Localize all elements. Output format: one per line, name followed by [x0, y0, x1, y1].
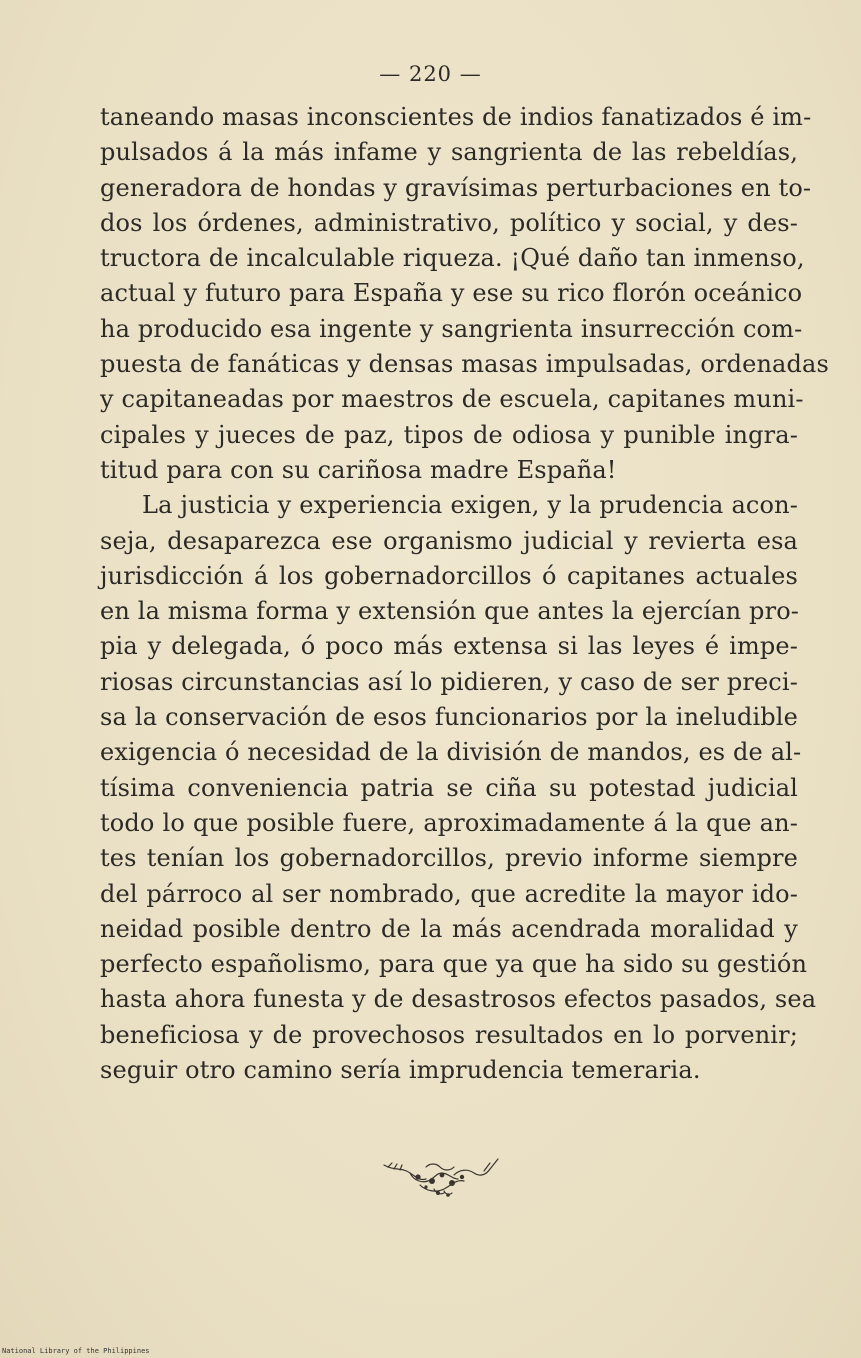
text-line: sa la conservación de esos funcionarios por la ineludible [100, 703, 798, 732]
text-line: y capitaneadas por maestros de escuela, capitanes muni- [100, 385, 804, 414]
text-line: exigencia ó necesidad de la división de mandos, es de al- [100, 738, 802, 767]
paragraph [100, 488, 817, 1088]
text-line: neidad posible dentro de la más acendrada moralidad y [100, 914, 798, 943]
page-number: — 220 — [379, 62, 482, 86]
text-line: tísima conveniencia patria se ciña su potestad judicial [100, 773, 798, 802]
text-line: taneando masas inconscientes de indios fanatizados é im- [100, 103, 812, 131]
text-line-first: La justicia y experiencia exigen, y la prudencia acon- [142, 491, 798, 520]
text-line: cipales y jueces de paz, tipos de odiosa y punible ingra- [100, 420, 798, 449]
text-line: riosas circunstancias así lo pidieren, y caso de ser preci- [100, 667, 798, 696]
text-line-last: seguir otro camino sería imprudencia temeraria. [100, 1056, 701, 1085]
text-line: tes tenían los gobernadorcillos, previo informe siempre [100, 844, 798, 873]
text-line: en la misma forma y extensión que antes la ejercían pro- [100, 597, 800, 626]
text-line: del párroco al ser nombrado, que acredite la mayor ido- [100, 879, 798, 908]
text-line: seja, desaparezca ese organismo judicial y revierta esa [100, 526, 798, 555]
text-line: generadora de hondas y gravísimas perturbaciones en to- [100, 173, 812, 202]
text-line: dos los órdenes, administrativo, político y social, y des- [100, 208, 798, 237]
text-line: puesta de fanáticas y densas masas impulsadas, ordenadas [100, 350, 829, 379]
text-line: actual y futuro para España y ese su rico florón oceánico [100, 279, 803, 308]
body-text [100, 100, 829, 1088]
paragraph [100, 100, 829, 488]
library-credit: National Library of the Philippines [2, 1347, 150, 1355]
text-line: pia y delegada, ó poco más extensa si las leyes é impe- [100, 632, 798, 661]
text-line: todo lo que posible fuere, aproximadamente á la que an- [100, 808, 798, 837]
text-line: ha producido esa ingente y sangrienta insurrección com- [100, 314, 803, 343]
text-line: pulsados á la más infame y sangrienta de las rebeldías, [100, 138, 798, 167]
text-line: jurisdicción á los gobernadorcillos ó capitanes actuales [100, 561, 798, 590]
text-line-last: titud para con su cariñosa madre España! [100, 455, 617, 484]
text-line: beneficiosa y de provechosos resultados en lo porvenir; [100, 1020, 798, 1049]
text-line: perfecto españolismo, para que ya que ha sido su gestión [100, 950, 808, 979]
floral-ornament-icon [380, 1155, 505, 1205]
text-line: tructora de incalculable riqueza. ¡Qué daño tan inmenso, [100, 244, 805, 273]
text-line: hasta ahora funesta y de desastrosos efectos pasados, sea [100, 985, 817, 1014]
